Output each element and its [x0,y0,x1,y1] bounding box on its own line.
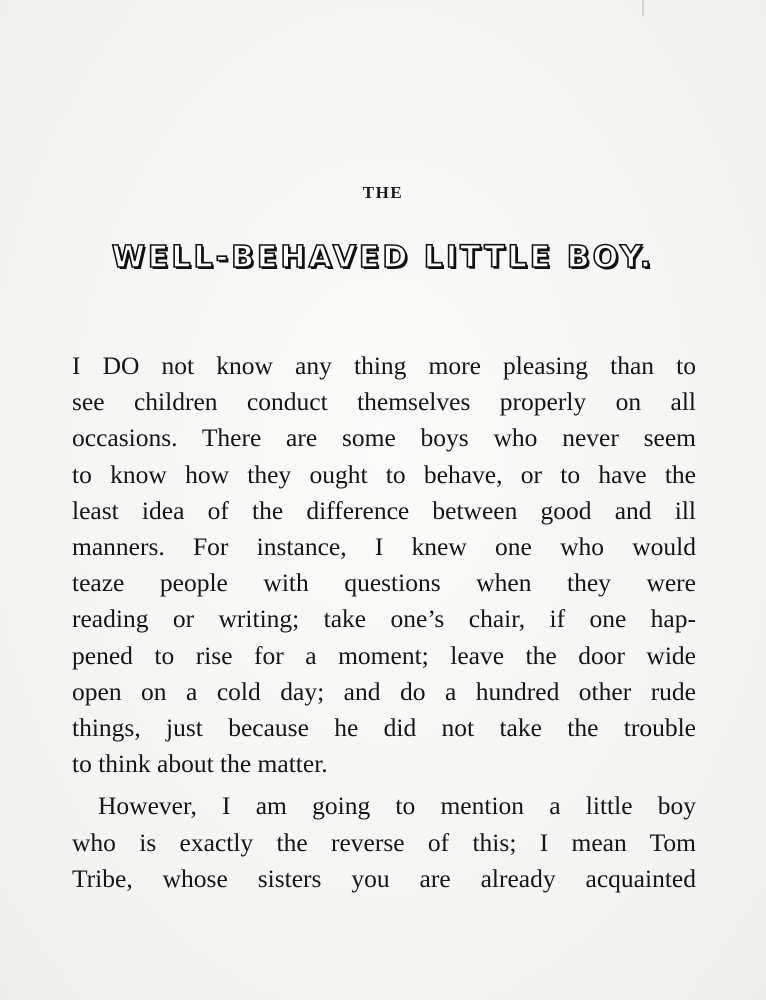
text-line: However, I am going to mention a little boy [98,791,696,821]
chapter-kicker: THE [362,183,404,202]
text-line: least idea of the difference between good and ill [72,495,696,525]
text-line: manners. For instance, I knew one who would [72,532,696,562]
text-line: teaze people with questions when they were [72,568,696,598]
text-line: open on a cold day; and do a hundred other rude [72,676,696,706]
chapter-title: WELL-BEHAVED LITTLE BOY. [111,240,655,275]
text-line: occasions. There are some boys who never seem [72,423,696,453]
text-line: pened to rise for a moment; leave the door wide [72,640,696,670]
text-line: reading or writing; take one’s chair, if one hap- [72,604,696,634]
text-line: Tribe, whose sisters you are already acquainted [72,863,696,893]
text-line: see children conduct themselves properly on all [72,387,696,417]
text-line: to think about the matter. [72,749,328,779]
text-line: I DO not know any thing more pleasing than to [72,351,696,380]
body-text [72,348,696,897]
paragraph-1 [72,348,696,782]
text-line: who is exactly the reverse of this; I mean Tom [72,827,696,857]
text-line: things, just because he did not take the trouble [72,713,696,743]
text-line: to know how they ought to behave, or to have the [72,459,696,489]
paragraph-2 [72,788,696,897]
